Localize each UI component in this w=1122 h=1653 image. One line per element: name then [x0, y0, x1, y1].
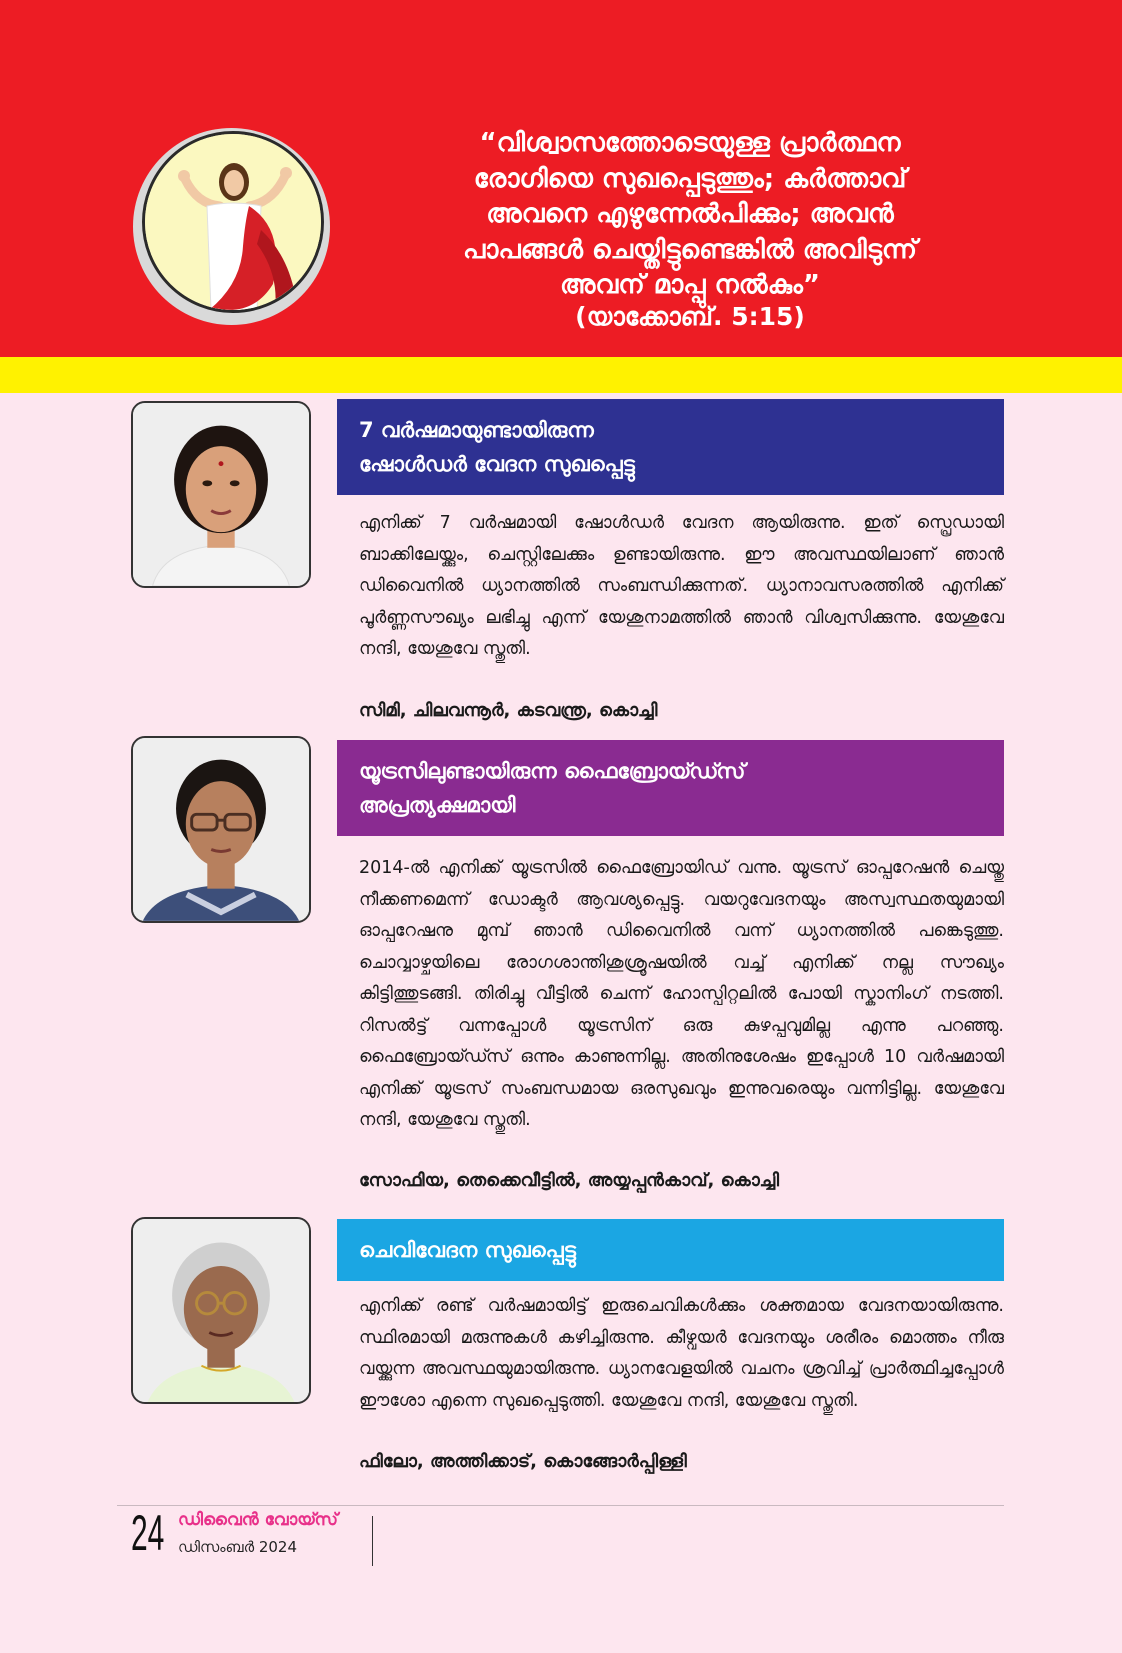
jesus-figure-icon: [145, 134, 321, 310]
testimony-body-2: 2014-ൽ എനിക്ക് യൂട്രസിൽ ഫൈബ്രോയിഡ് വന്നു. യൂട്രസ് ഓപ്പറേഷൻ ചെയ്തു നീക്കണമെന്ന് ഡോക്ടർ ആവശ്യപ്പെട്ടു. വയറുവേദനയും അസ്വസ്ഥതയുമായി ഓപ്പറേഷനു മുമ്പ് ഞാൻ ഡിവൈനിൽ വന്ന് ധ്യാനത്തിൽ പങ്കെടുത്തു. ചൊവ്വാഴ്ചയിലെ രോഗശാന്തിശുശ്രൂഷയിൽ വച്ച് എനിക്ക് നല്ല സൗഖ്യം കിട്ടിത്തുടങ്ങി. തിരിച്ചു വീട്ടിൽ ചെന്ന് ഹോസ്പിറ്റലിൽ പോയി സ്കാനിംഗ് നടത്തി. റിസൽട്ട് വന്നപ്പോൾ യൂട്രസിന് ഒരു കുഴപ്പവുമില്ല എന്നു പറഞ്ഞു. ഫൈബ്രോയ്ഡ്സ് ഒന്നും കാണുന്നില്ല. അതിനുശേഷം ഇപ്പോൾ 10 വർഷമായി എനിക്ക് യൂട്രസ് സംബന്ധമായ ഒരസുഖവും ഇന്നുവരെയും വന്നിട്ടില്ല. യേശുവേ നന്ദി, യേശുവേ സ്തുതി.: [359, 858, 1004, 1130]
jesus-medallion: [133, 128, 330, 325]
testimony-heading-3: ചെവിവേദന സുഖപ്പെട്ടു: [337, 1219, 1004, 1281]
testimony-signature-3: ഫിലോ, അത്തിക്കാട്, കൊങ്ങോർപ്പിള്ളി: [359, 1451, 687, 1472]
testimony-heading-1: 7 വർഷമായുണ്ടായിരുന്ന ഷോൾഡർ വേദന സുഖപ്പെട്ടു: [337, 399, 1004, 495]
testimony-signature-2: സോഫിയ, തെക്കെവീട്ടിൽ, അയ്യപ്പൻകാവ്, കൊച്ചി: [359, 1170, 780, 1191]
yellow-band: [0, 357, 1122, 393]
testimony-heading-2: യൂട്രസിലുണ്ടായിരുന്ന ഫൈബ്രോയ്ഡ്സ് അപ്രത്യക്ഷമായി: [337, 740, 1004, 836]
testimony-signature-1: സിമി, ചിലവന്നൂർ, കടവന്ത്ര, കൊച്ചി: [359, 700, 658, 721]
footer-rule: [117, 1505, 1004, 1506]
footer-divider: [372, 1516, 373, 1566]
issue-date: ഡിസംബർ 2024: [178, 1538, 298, 1556]
testimony-photo-3: [131, 1217, 311, 1404]
testimony-body-3: എനിക്ക് രണ്ട് വർഷമായിട്ട് ഇരുചെവികൾക്കും ശക്തമായ വേദനയായിരുന്നു. സ്ഥിരമായി മരുന്നുകൾ കഴിച്ചിരുന്നു. കീഴ്വയർ വേദനയും ശരീരം മൊത്തം നീരു വയ്ക്കുന്ന അവസ്ഥയുമായിരുന്നു. ധ്യാനവേളയിൽ വചനം ശ്രവിച്ച് പ്രാർത്ഥിച്ചപ്പോൾ ഈശോ എന്നെ സുഖപ്പെടുത്തി. യേശുവേ നന്ദി, യേശുവേ സ്തുതി.: [359, 1296, 1004, 1411]
testimony-photo-2: [131, 736, 311, 923]
testimony-body-1: എനിക്ക് 7 വർഷമായി ഷോൾഡർ വേദന ആയിരുന്നു. ഇത് സ്പ്രെഡായി ബാക്കിലേയ്ക്കും, ചെസ്റ്റിലേക്കും ഉണ്ടായിരുന്നു. ഈ അവസ്ഥയിലാണ് ഞാൻ ഡിവൈനിൽ ധ്യാനത്തിൽ സംബന്ധിക്കുന്നത്. ധ്യാനാവസരത്തിൽ എനിക്ക് പൂർണ്ണസൗഖ്യം ലഭിച്ചു എന്ന് യേശുനാമത്തിൽ ഞാൻ വിശ്വസിക്കുന്നു. യേശുവേ നന്ദി, യേശുവേ സ്തുതി.: [359, 513, 1004, 659]
bible-verse: “വിശ്വാസത്തോടെയുള്ള പ്രാർത്ഥന രോഗിയെ സുഖപ്പെടുത്തും; കർത്താവ് അവനെ എഴുന്നേൽപിക്കും; അവൻ പാപങ്ങൾ ചെയ്തിട്ടുണ്ടെങ്കിൽ അവിടുന്ന് അവന് മാപ്പു നൽകും”: [462, 128, 918, 300]
verse-reference: (യാക്കോബ്. 5:15): [575, 302, 805, 331]
testimony-photo-1: [131, 401, 311, 588]
magazine-name: ഡിവൈൻ വോയ്സ്: [178, 1510, 338, 1530]
page-number: 24: [131, 1505, 165, 1561]
